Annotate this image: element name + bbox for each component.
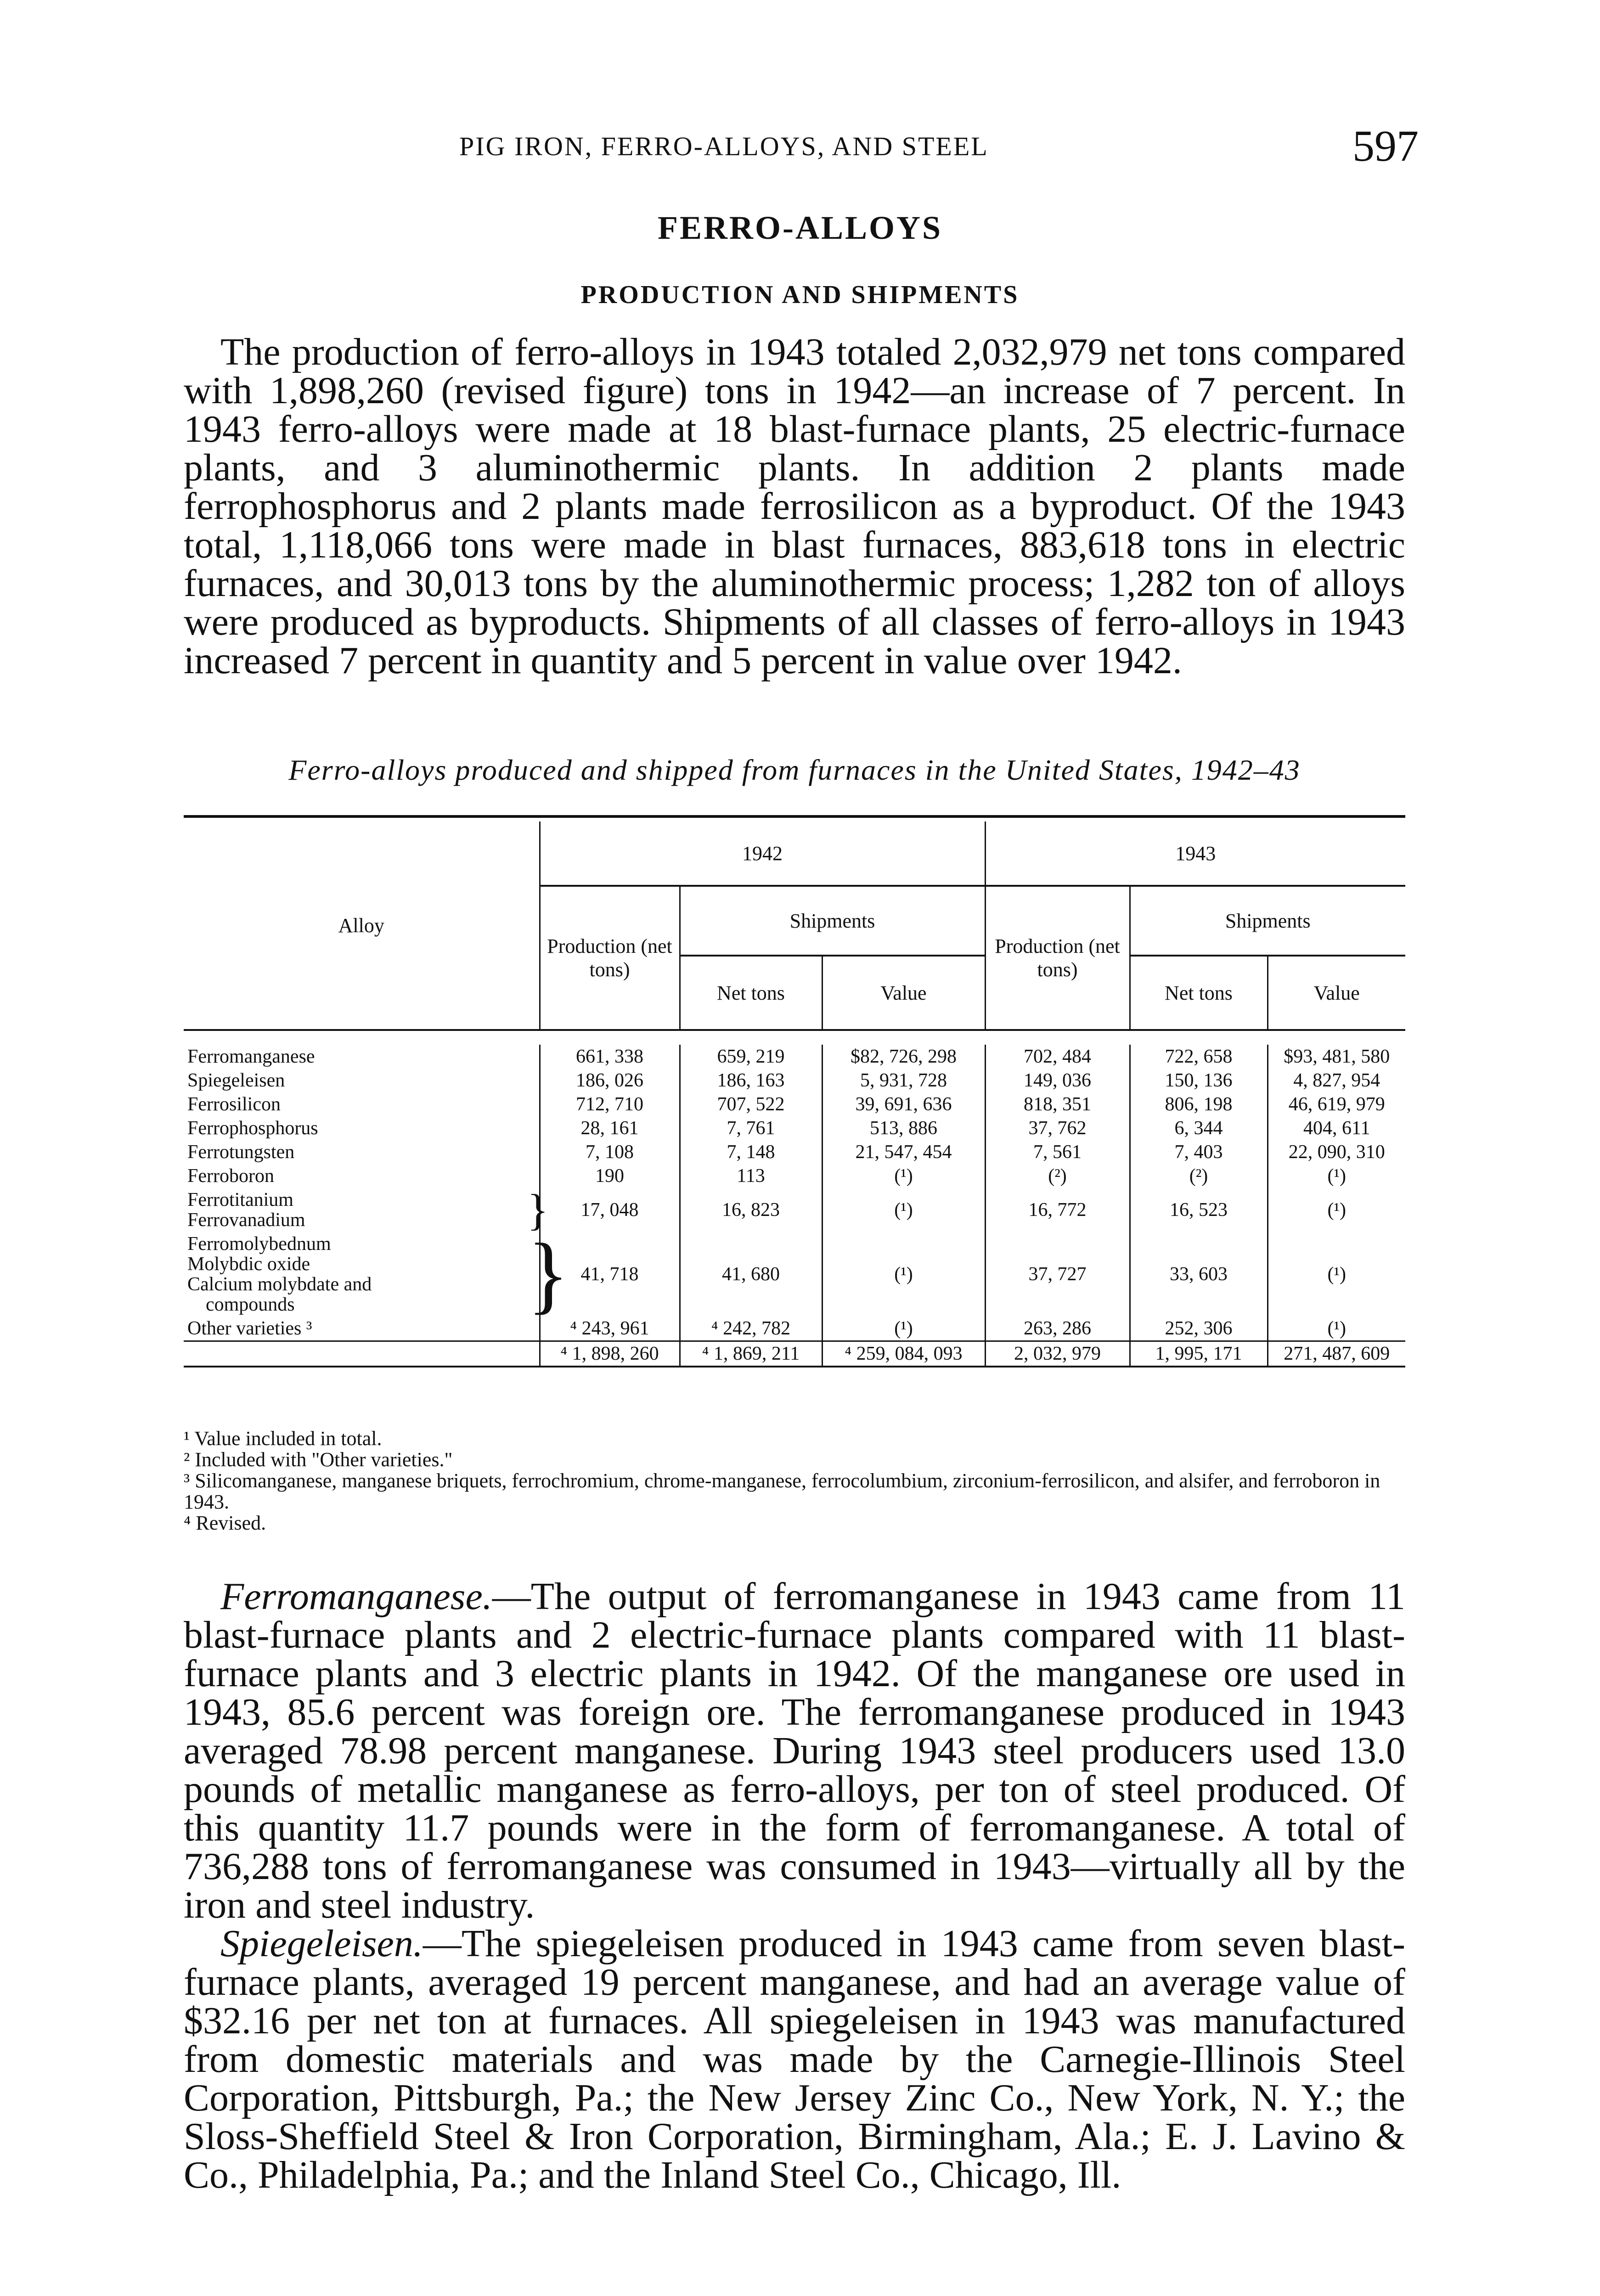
table-row [184,1164,1405,1188]
value-1943-header: Value [1268,956,1405,1030]
alloy-name-group [184,1188,524,1232]
table-row [184,1045,1405,1069]
total-production-1942: ⁴ 1, 898, 260 [540,1341,680,1367]
production-1943: 16, 772 [985,1188,1130,1232]
footnote: ¹ Value included in total. [184,1427,382,1450]
footnotes [184,1428,1405,1534]
table-row [184,1092,1405,1116]
intro-paragraph: The production of ferro-alloys in 1943 totaled 2,032,979 net tons compared with 1,898,260 (revised figure) tons in 1942—an increase of 7 percent. In 1943 ferro-alloys were made at 18 blast-furnace plants, 25 electric-furnace plants, and 3 aluminothermic plants. In addition 2 plants made ferrophosphorus and 2 plants made ferrosilicon as a byproduct. Of the 1943 total, 1,118,066 tons were made in blast furnaces, 883,618 tons in electric furnaces, and 30,013 tons by the aluminothermic process; 1,282 ton of alloys were produced as byproducts. Shipments of all classes of ferro-alloys in 1943 increased 7 percent in quantity and 5 percent in value over 1942. [184,331,1405,682]
footnote: ⁴ Revised. [184,1512,266,1534]
total-shipments-tons-1942: ⁴ 1, 869, 211 [680,1341,822,1367]
shipments-tons-1943: 150, 136 [1130,1069,1268,1092]
total-shipments-tons-1943: 1, 995, 171 [1130,1341,1268,1367]
shipments-tons-1943: 6, 344 [1130,1116,1268,1140]
production-1942: 661, 338 [540,1045,680,1069]
shipments-value-1942: $82, 726, 298 [822,1045,985,1069]
alloy-name: Ferrophosphorus [187,1118,318,1139]
ferro-alloys-table [184,815,1405,1367]
production-1942: 17, 048 [540,1188,680,1232]
production-1943: 37, 727 [985,1232,1130,1317]
table-row-group [184,1232,1405,1317]
production-1942: ⁴ 243, 961 [540,1317,680,1341]
shipments-value-1942: 513, 886 [822,1116,985,1140]
ferromanganese-text: —The output of ferromanganese in 1943 came from 11 blast-furnace plants and 2 electric-furnace plants compared with 11 blast-furnace plants and 3 electric plants in 1942. Of the manganese ore used in 1943, 85.6 percent was foreign ore. The ferromanganese produced in 1943 averaged 78.98 percent manganese. During 1943 steel producers used 13.0 pounds of metallic manganese as ferro-alloys, per ton of steel produced. Of this quantity 11.7 pounds were in the form of ferromanganese. A total of 736,288 tons of ferromanganese was consumed in 1943—virtually all by the iron and steel industry. [184,1575,1405,1926]
alloy-name: Molybdic oxide [187,1254,310,1275]
shipments-tons-1943: 806, 198 [1130,1092,1268,1116]
production-1943-header: Production (net tons) [985,886,1130,1030]
alloy-name: Ferrotungsten [187,1142,295,1163]
shipments-tons-1943: 33, 603 [1130,1232,1268,1317]
shipments-tons-1942: 7, 148 [680,1140,822,1164]
shipments-value-1942: 5, 931, 728 [822,1069,985,1092]
production-1943: 818, 351 [985,1092,1130,1116]
net-tons-1942-header: Net tons [680,956,822,1030]
production-1943: 263, 286 [985,1317,1130,1341]
spiegeleisen-heading: Spiegeleisen. [220,1922,423,1965]
production-1943: 149, 036 [985,1069,1130,1092]
alloy-name: compounds [206,1294,295,1315]
production-1942: 41, 718 [540,1232,680,1317]
year-1943-header: 1943 [985,822,1405,886]
alloy-name: Ferrovanadium [187,1210,305,1231]
shipments-value-1943: (¹) [1268,1232,1405,1317]
shipments-tons-1942: 113 [680,1164,822,1188]
intro-section [184,333,1405,680]
alloy-name: Calcium molybdate and [187,1274,372,1295]
shipments-tons-1942: 707, 522 [680,1092,822,1116]
table-row [184,1317,1405,1341]
alloy-name: Spiegeleisen [187,1070,285,1091]
shipments-tons-1942: 659, 219 [680,1045,822,1069]
shipments-1943-header: Shipments [1130,886,1405,956]
shipments-value-1943: 22, 090, 310 [1268,1140,1405,1164]
shipments-tons-1943: 16, 523 [1130,1188,1268,1232]
shipments-tons-1942: 41, 680 [680,1232,822,1317]
shipments-tons-1943: 722, 658 [1130,1045,1268,1069]
total-shipments-value-1943: 271, 487, 609 [1268,1341,1405,1367]
value-1942-header: Value [822,956,985,1030]
table-row [184,1069,1405,1092]
shipments-value-1943: 4, 827, 954 [1268,1069,1405,1092]
alloy-name: Ferromanganese [187,1046,315,1067]
production-1943: 702, 484 [985,1045,1130,1069]
shipments-value-1942: 39, 691, 636 [822,1092,985,1116]
shipments-value-1943: $93, 481, 580 [1268,1045,1405,1069]
running-head: PIG IRON, FERRO-ALLOYS, AND STEEL [459,131,989,161]
shipments-tons-1943: 252, 306 [1130,1317,1268,1341]
section-subtitle: PRODUCTION AND SHIPMENTS [580,281,1020,309]
total-row [184,1341,1405,1367]
body-section [184,1577,1405,2195]
alloy-name-group [184,1232,524,1317]
brace: } [527,1185,549,1234]
shipments-value-1943: (¹) [1268,1317,1405,1341]
alloy-name: Ferrotitanium [187,1189,293,1210]
spiegeleisen-text: —The spiegeleisen produced in 1943 came from seven blast-furnace plants, averaged 19 percent manganese, and had an average value of $32.16 per net ton at furnaces. All spiegeleisen in 1943 was manufactured from domestic materials and was made by the Carnegie-Illinois Steel Corporation, Pittsburgh, Pa.; the New Jersey Zinc Co., New York, N. Y.; the Sloss-Sheffield Steel & Iron Corporation, Birmingham, Ala.; E. J. Lavino & Co., Philadelphia, Pa.; and the Inland Steel Co., Chicago, Ill. [184,1922,1405,2196]
production-1943: (²) [985,1164,1130,1188]
alloy-name: Ferromolybednum [187,1233,331,1255]
shipments-value-1942: 21, 547, 454 [822,1140,985,1164]
production-1942: 28, 161 [540,1116,680,1140]
table-row-group [184,1188,1405,1232]
shipments-value-1942: (¹) [822,1232,985,1317]
shipments-tons-1943: 7, 403 [1130,1140,1268,1164]
shipments-1942-header: Shipments [680,886,985,956]
production-1942-header: Production (net tons) [540,886,680,1030]
total-shipments-value-1942: ⁴ 259, 084, 093 [822,1341,985,1367]
alloy-name: Ferrosilicon [187,1094,281,1115]
production-1943: 37, 762 [985,1116,1130,1140]
shipments-value-1943: 404, 611 [1268,1116,1405,1140]
shipments-tons-1942: 16, 823 [680,1188,822,1232]
footnote: ² Included with "Other varieties." [184,1448,453,1471]
shipments-value-1943: (¹) [1268,1188,1405,1232]
production-1942: 712, 710 [540,1092,680,1116]
production-1943: 7, 561 [985,1140,1130,1164]
total-production-1943: 2, 032, 979 [985,1341,1130,1367]
spiegeleisen-paragraph [184,1922,1405,2196]
shipments-tons-1943: (²) [1130,1164,1268,1188]
ferromanganese-heading: Ferromanganese. [220,1575,492,1618]
shipments-tons-1942: 186, 163 [680,1069,822,1092]
shipments-value-1943: 46, 619, 979 [1268,1092,1405,1116]
production-1942: 190 [540,1164,680,1188]
shipments-value-1942: (¹) [822,1164,985,1188]
footnote: ³ Silicomanganese, manganese briquets, ferrochromium, chrome-manganese, ferrocolumbium, zirconium-ferrosilicon, and alsifer, and ferroboron in 1943. [184,1469,1380,1513]
production-1942: 7, 108 [540,1140,680,1164]
shipments-value-1942: (¹) [822,1317,985,1341]
ferromanganese-paragraph [184,1577,1405,1925]
alloy-name: Ferroboron [187,1165,274,1187]
year-1942-header: 1942 [540,822,985,886]
shipments-value-1943: (¹) [1268,1164,1405,1188]
shipments-value-1942: (¹) [822,1188,985,1232]
alloy-column-header: Alloy [338,914,384,937]
section-title: FERRO-ALLOYS [657,209,943,246]
net-tons-1943-header: Net tons [1130,956,1268,1030]
page-number: 597 [1352,121,1419,170]
table-row [184,1140,1405,1164]
brace: } [527,1226,569,1322]
production-1942: 186, 026 [540,1069,680,1092]
table-row [184,1116,1405,1140]
shipments-tons-1942: ⁴ 242, 782 [680,1317,822,1341]
alloy-name: Other varieties ³ [187,1318,312,1339]
shipments-tons-1942: 7, 761 [680,1116,822,1140]
table-caption: Ferro-alloys produced and shipped from furnaces in the United States, 1942–43 [288,754,1301,786]
